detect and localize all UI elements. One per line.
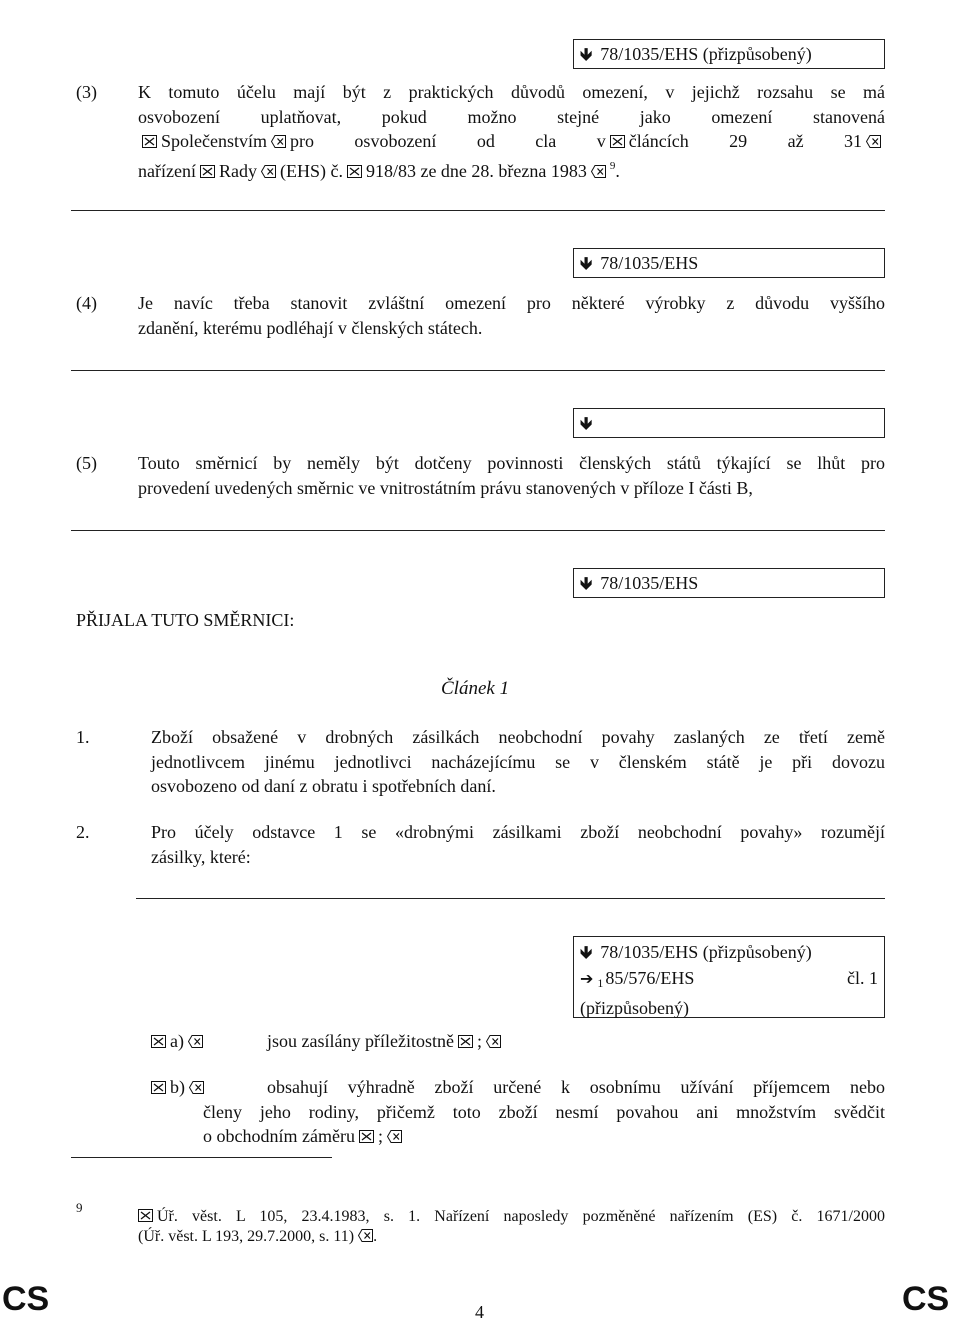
language-code-right: CS [902, 1280, 950, 1318]
footnote-text [138, 1207, 885, 1247]
recital-3-text-f: (EHS) č. [279, 160, 343, 181]
box2-label: 78/1035/EHS [600, 253, 699, 273]
amendment-box-4 [573, 568, 885, 598]
recital-4 [138, 291, 885, 340]
insert-marker-icon [610, 135, 625, 148]
footnote-number: 9 [76, 1200, 83, 1215]
article-point-2-line-1: Pro účely odstavce 1 se «drobnými zásilkami zboží neobchodní povahy» rozumějí [151, 822, 885, 842]
recital-3 [138, 80, 885, 183]
recital-4-line-1: Je navíc třeba stanovit zvláštní omezení pro některé výrobky z důvodu vyššího [138, 293, 885, 313]
item-b-label [151, 1075, 208, 1100]
article-point-1-line-1: Zboží obsažené v drobných zásilkách neobchodní povahy zaslaných ze třetí země [151, 727, 885, 747]
recital-3-text-a: Společenstvím [161, 131, 267, 151]
article-heading: Článek 1 [441, 678, 510, 699]
item-a-letter: a) [170, 1031, 184, 1051]
arrow-down-icon: 🡻 [580, 414, 593, 434]
delete-marker-icon [591, 165, 606, 178]
insert-marker-icon [347, 165, 362, 178]
item-b-text-cont [203, 1100, 885, 1149]
arrow-right-icon: ➔ [580, 969, 594, 988]
insert-marker-icon [359, 1130, 374, 1143]
arrow-down-icon: 🡻 [580, 943, 593, 963]
footnote-line-1-text: Úř. věst. L 105, 23.4.1983, s. 1. Nařízení naposledy pozměněné nařízením (ES) č. 1671/2000 [157, 1208, 885, 1225]
box4-label: 78/1035/EHS [600, 573, 699, 593]
item-b-line-2: členy jeho rodiny, přičemž toto zboží nesmí povahou ani množstvím svědčit [203, 1101, 885, 1122]
delete-marker-icon [866, 135, 881, 148]
recital-3-line-1: K tomuto účelu mají být z praktických důvodů omezení, v jejichž rozsahu se má [138, 82, 885, 102]
arrow-down-icon: 🡻 [580, 45, 593, 65]
box1-label: 78/1035/EHS (přizpůsobený) [600, 44, 812, 64]
recital-4-line-2: zdanění, kterému podléhají v členských státech. [138, 317, 483, 338]
separator-rule-2 [71, 370, 885, 371]
footnote-line-1 [138, 1207, 885, 1227]
item-b-line-1: obsahují výhradně zboží určené k osobnímu užívání příjemcem nebo [267, 1077, 885, 1097]
recital-3-text-b: pro osvobození od cla v [290, 131, 606, 151]
footnote-line-2-end: . [373, 1228, 378, 1245]
footnote-line-2 [138, 1227, 885, 1247]
recital-3-text-g: 918/83 ze dne 28. března 1983 [365, 160, 587, 181]
article-point-2 [151, 820, 885, 869]
recital-5-line-2: provedení uvedených směrnic ve vnitrostátním právu stanovených v příloze I části B, [138, 477, 753, 498]
item-b-line-3-text: o obchodním záměru [203, 1126, 355, 1146]
recital-number-4: (4) [76, 293, 97, 313]
insert-marker-icon [200, 165, 215, 178]
item-b-semicolon: ; [377, 1126, 383, 1146]
insert-marker-icon [138, 1209, 153, 1222]
footnote-reference-9[interactable]: 9 [609, 159, 616, 172]
page-number: 4 [475, 1302, 484, 1322]
recital-3-text-c: článcích 29 až 31 [628, 131, 862, 151]
recital-3-line-2: osvobození uplatňovat, pokud možno stejné jako omezení stanovená [138, 106, 885, 127]
delete-marker-icon [188, 1035, 203, 1048]
separator-rule-4 [136, 898, 885, 899]
insert-marker-icon [458, 1035, 473, 1048]
arrow-down-icon: 🡻 [580, 254, 593, 274]
box5-label-2: 85/576/EHS [605, 968, 695, 988]
recital-3-line-3 [138, 129, 885, 154]
item-a-body: jsou zasílány příležitostně [267, 1031, 454, 1051]
delete-marker-icon [358, 1229, 373, 1242]
item-a-semicolon: ; [476, 1031, 482, 1051]
item-b-letter: b) [170, 1077, 185, 1097]
amendment-box-5 [573, 936, 885, 1018]
recital-number-5: (5) [76, 453, 97, 473]
box5-label-2-right: čl. 1 [847, 968, 878, 988]
arrow-down-icon: 🡻 [580, 574, 593, 594]
article-point-1 [151, 725, 885, 799]
footnote-line-2-text: (Úř. věst. L 193, 29.7.2000, s. 11) [138, 1228, 355, 1245]
delete-marker-icon [387, 1130, 402, 1143]
delete-marker-icon [486, 1035, 501, 1048]
article-point-1-line-3: osvobozeno od daní z obratu i spotřebních daní. [151, 776, 496, 796]
insert-marker-icon [151, 1081, 166, 1094]
delete-marker-icon [261, 165, 276, 178]
box5-label-1: 78/1035/EHS (přizpůsobený) [600, 942, 812, 962]
recital-5-line-1: Touto směrnicí by neměly být dotčeny povinnosti členských států týkající se lhůt pro [138, 453, 885, 473]
recital-number-3: (3) [76, 82, 97, 102]
separator-rule-1 [71, 210, 885, 211]
recital-3-text-e: Rady [218, 160, 257, 181]
recital-3-line-4 [138, 154, 885, 184]
item-b-line-3 [203, 1124, 885, 1149]
box5-subscript: 1 [597, 976, 604, 990]
delete-marker-icon [189, 1081, 204, 1094]
box5-label-3: (přizpůsobený) [580, 998, 689, 1018]
item-a-text [267, 1029, 505, 1054]
insert-marker-icon [151, 1035, 166, 1048]
recital-5 [138, 451, 885, 500]
adopted-statement: PŘIJALA TUTO SMĚRNICI: [76, 610, 295, 630]
recital-3-period: . [615, 160, 620, 181]
article-point-number-1: 1. [76, 727, 90, 747]
article-point-number-2: 2. [76, 822, 90, 842]
language-code-left: CS [2, 1280, 50, 1318]
footnote-separator [71, 1157, 332, 1158]
item-a-label [151, 1029, 207, 1054]
item-b-text [203, 1075, 885, 1100]
article-point-1-line-2: jednotlivcem jinému jednotlivci nacházejícímu se v členském státě je při dovozu [151, 751, 885, 772]
insert-marker-icon [142, 135, 157, 148]
amendment-box-2 [573, 248, 885, 278]
article-point-2-line-2: zásilky, které: [151, 846, 251, 867]
separator-rule-3 [71, 530, 885, 531]
amendment-box-3 [573, 408, 885, 438]
amendment-box-1 [573, 39, 885, 69]
recital-3-text-d: nařízení [138, 160, 196, 181]
delete-marker-icon [271, 135, 286, 148]
